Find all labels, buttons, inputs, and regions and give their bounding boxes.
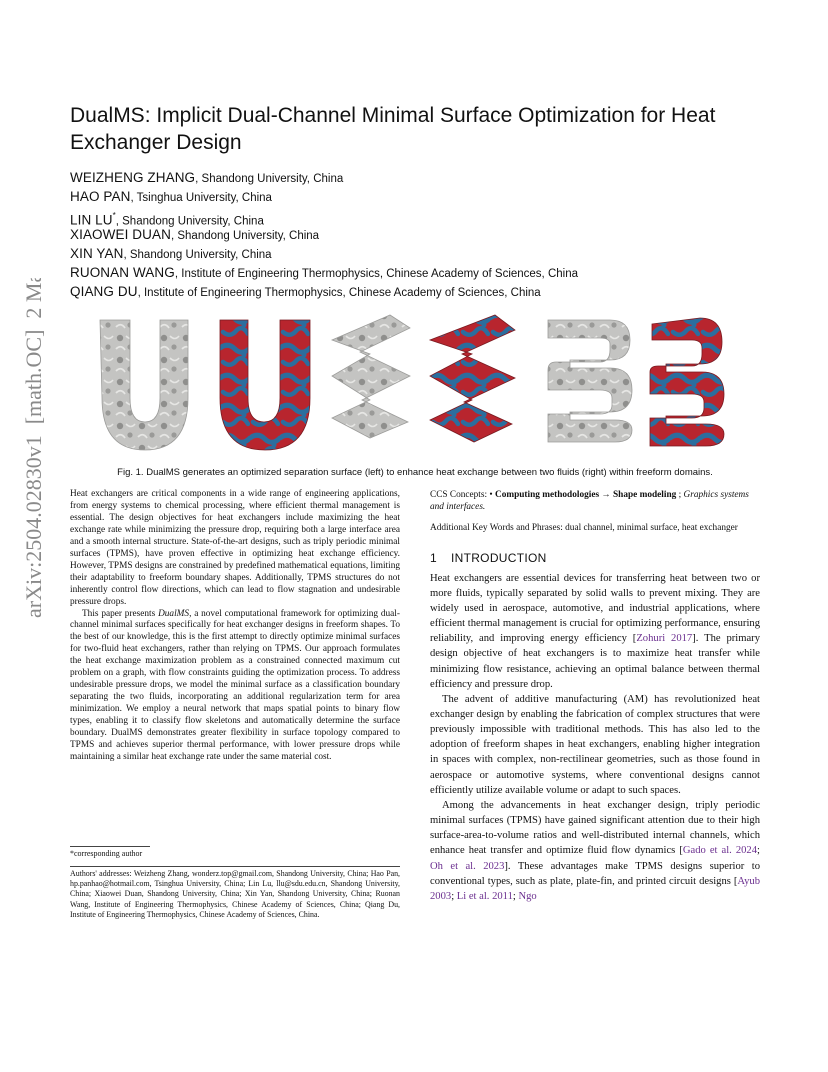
abstract-text: This paper presents xyxy=(82,608,159,619)
section-number: 1 xyxy=(430,550,437,565)
abstract-paragraph xyxy=(70,609,400,764)
author-name: XIN YAN xyxy=(70,246,124,261)
author-affiliation: , Institute of Engineering Thermophysics, Chinese Academy of Sciences, China xyxy=(137,287,541,299)
citation-separator: ; xyxy=(451,890,457,902)
paper-title: DualMS: Implicit Dual-Channel Minimal Surface Optimization for Heat Exchanger Design xyxy=(70,104,716,154)
author-affiliation: , Shandong University, China xyxy=(195,173,344,185)
addresses-divider xyxy=(70,866,400,867)
citation-link[interactable]: Ayub 2003 xyxy=(430,875,760,902)
u-shape-channels xyxy=(220,320,310,450)
ccs-concepts xyxy=(430,489,760,513)
ccs-label: CCS Concepts: • xyxy=(430,490,495,500)
body-text: ]. The primary design objective of heat exchangers is to maximize heat transfer while minimizing flow resistance, achieving an optimal balance between thermal efficiency and pressure drop. xyxy=(430,633,760,690)
author-addresses: Authors' addresses: Weizheng Zhang, wonderz.top@gmail.com, Shandong University, China; Hao Pan, hp.panhao@hotmail.com, Tsinghua University, China; Lin Lu, llu@sdu.edu.cn, Shandong University, China; Xiaowei Duan, Shandong University, China; Xin Yan, Shandong University, China; Ruonan Wang, Institute of Engineering Thermophysics, Chinese Academy of Sciences, China; Qiang Du, Institute of Engineering Thermophysics, Chinese Academy of Sciences, China. xyxy=(70,869,400,919)
author-affiliation: , Shandong University, China xyxy=(115,215,264,228)
citation-separator: ; xyxy=(757,845,760,857)
author-entry xyxy=(70,225,790,244)
corresponding-author-footnote: *corresponding author xyxy=(70,849,143,858)
section-title: INTRODUCTION xyxy=(450,550,547,565)
keywords: Additional Key Words and Phrases: dual channel, minimal surface, heat exchanger xyxy=(430,523,738,534)
author-affiliation: , Shandong University, China xyxy=(123,249,272,261)
ccs-secondary: Graphics systems and interfaces. xyxy=(430,490,749,513)
introduction-body xyxy=(430,571,760,904)
footnote-divider xyxy=(70,846,150,847)
author-name: HAO PAN xyxy=(70,189,131,204)
author-name: QIANG DU xyxy=(70,284,138,299)
ccs-separator: ; xyxy=(676,490,684,500)
author-entry xyxy=(70,187,790,206)
citation-separator: ; xyxy=(512,890,519,902)
author-name: LIN LU xyxy=(70,212,113,228)
citation-link[interactable]: Ngo xyxy=(518,890,537,902)
teaser-figure xyxy=(70,310,760,455)
body-paragraph: The advent of additive manufacturing (AM) has revolutionized heat exchanger design by enabling the fabrication of complex structures that were previously impossible with traditional methods. This has also led to the adoption of freeform shapes in heat exchangers, enabling higher integration in spaces with complex, non-rectilinear geometries, such as those found in aerospace or automotive systems, where conventional designs cannot efficiently utilize available volume or adapt to such spaces. xyxy=(430,693,760,796)
author-list xyxy=(70,168,790,301)
citation-link[interactable]: Gado et al. 2024 xyxy=(682,845,758,857)
arxiv-identifier xyxy=(22,278,46,618)
serpentine-shape-channels xyxy=(650,318,724,446)
figure-caption: Fig. 1. DualMS generates an optimized separation surface (left) to enhance heat exchange between two fluids (right) within freeform domains. xyxy=(117,467,713,478)
author-affiliation: , Shandong University, China xyxy=(170,230,320,242)
method-name: DualMS xyxy=(158,608,190,619)
author-name: RUONAN WANG xyxy=(70,265,175,280)
author-entry xyxy=(70,282,790,301)
body-text: Among the advancements in heat exchanger design, triply periodic minimal surfaces (TPMS) have gained significant attention due to their high surface-area-to-volume ratios and well-distributed internal channels, which enhance heat transfer and optimize fluid flow dynamics [ xyxy=(430,799,760,857)
author-entry xyxy=(70,206,790,228)
arxiv-identifier-text: arXiv:2504.02830v1 [math.OC] 2 Mar 2025 xyxy=(22,278,46,618)
abstract-text: , a novel computational framework for optimizing dual-channel minimal surfaces specifically for heat exchanger designs in freeform shapes. To the best of our knowledge, this is the first attempt to directly optimize minimal surfaces for two-fluid heat exchangers, rather than relying on TPMS. Our approach formulates the heat exchange maximization problem as a constrained connected maximum cut problem on a graph, with flow constraints guiding the optimization process. To address undesirable pressure drops, we model the minimal surface as a classification boundary separating the two fluids, incorporating an additional regularization term for area minimization. We employ a neural network that maps spatial points to binary flow types, enabling it to classify flow skeletons and automatically determine the surface boundary. DualMS demonstrates greater flexibility in surface topology compared to TPMS and achieves superior thermal performance, with lower pressure drops while maintaining a similar heat exchange rate under the same material cost. xyxy=(70,608,400,762)
author-name: XIAOWEI DUAN xyxy=(70,227,171,242)
corresponding-author-mark: * xyxy=(112,211,116,220)
author-affiliation: , Tsinghua University, China xyxy=(130,192,272,204)
abstract-paragraph: Heat exchangers are critical components in a wide range of engineering applications, from energy systems to chemical processing, where efficient thermal management is essential. The design objectives for heat exchangers include maximizing the heat exchange rate while minimizing the pressure drop, requiring both a large interface area and a smooth internal structure. State-of-the-art designs, such as triply periodic minimal surfaces (TPMS), have proven effective in optimizing heat exchange efficiency. However, TPMS designs are constrained by predefined mathematical equations, limiting their adaptability to freeform boundary shapes. Additionally, TPMS structures do not inherently control flow directions, which can lead to flow stagnation and undesirable pressure drops. xyxy=(70,489,400,607)
author-entry xyxy=(70,263,790,282)
citation-link[interactable]: Li et al. 2011 xyxy=(456,890,513,902)
zigzag-shape-channels xyxy=(430,315,515,442)
body-paragraph xyxy=(430,571,760,692)
ccs-primary: Computing methodologies → Shape modeling xyxy=(494,490,677,500)
u-shape-surface xyxy=(100,320,188,450)
body-text: Heat exchangers are essential devices for transferring heat between two or more fluids, typically separated by solid walls to prevent mixing. They are widely used in aerospace, automotive, and industrial applications, where efficient thermal management is crucial for optimizing performance, ensuring reliability, and improving energy efficiency [ xyxy=(430,572,760,645)
body-text: ]. These advantages make TPMS designs superior to conventional types, such as plate, plate-fin, and printed circuit designs [ xyxy=(430,860,760,887)
serpentine-shape-surface xyxy=(548,320,632,442)
citation-link[interactable]: Oh et al. 2023 xyxy=(430,860,505,872)
author-affiliation: , Institute of Engineering Thermophysics, Chinese Academy of Sciences, China xyxy=(174,268,578,280)
citation-link[interactable]: Zohuri 2017 xyxy=(636,633,693,645)
section-heading xyxy=(430,551,760,565)
right-column xyxy=(430,489,760,904)
author-entry xyxy=(70,168,790,187)
author-entry xyxy=(70,244,790,263)
abstract xyxy=(70,489,400,764)
author-name: WEIZHENG ZHANG xyxy=(70,170,196,185)
zigzag-shape-surface xyxy=(332,315,410,438)
body-paragraph xyxy=(430,798,760,904)
